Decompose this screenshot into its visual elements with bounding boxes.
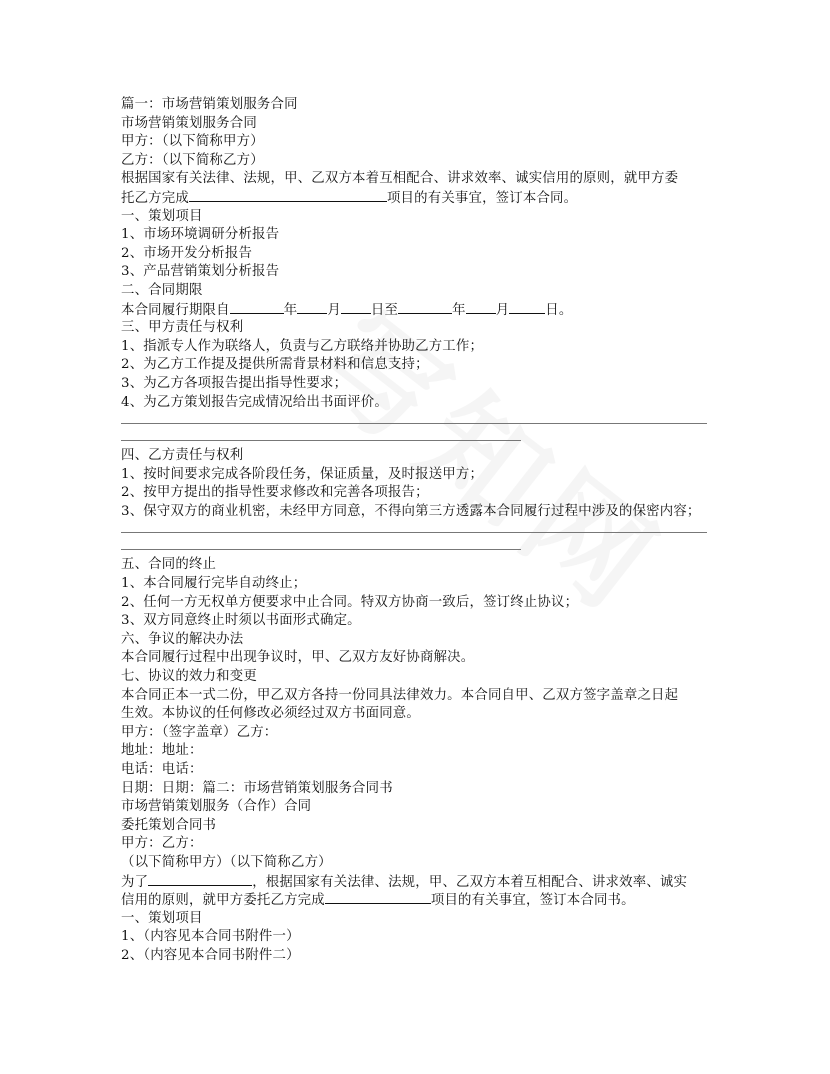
purpose-line-1: 为了 ，根据国家有关法律、法规，甲、乙双方本着互相配合、讲求效率、诚实 — [121, 874, 688, 890]
list-item: 1、本合同履行完毕自动终止； — [121, 576, 307, 592]
list-item: 3、双方同意终止时须以书面形式确定。 — [121, 613, 361, 629]
preamble-line-2: 托乙方完成 项目的有关事宜，签订本合同。 — [121, 190, 578, 206]
term-line: 本合同履行期限自 年 月 日至 年 月 日。 — [121, 302, 573, 318]
list-item: 1、（内容见本合同书附件一） — [121, 929, 300, 945]
start-month-blank[interactable] — [297, 301, 327, 314]
list-item: 2、（内容见本合同书附件二） — [121, 947, 300, 963]
date-line: 日期：日期：篇二：市场营销策划服务合同书 — [121, 780, 393, 796]
clause-heading: 五、合同的终止 — [121, 557, 217, 573]
paragraph-line: 生效。本协议的任何修改必须经过双方书面同意。 — [121, 706, 420, 722]
list-item: 2、任何一方无权单方便要求中止合同。特双方协商一致后，签订终止协议； — [121, 594, 579, 610]
start-day-blank[interactable] — [341, 301, 371, 314]
contract-title: 市场营销策划服务合同 — [121, 115, 257, 131]
clause-heading: 二、合同期限 — [121, 282, 203, 298]
purpose-line-2: 信用的原则，就甲方委托乙方完成 项目的有关事宜，签订本合同书。 — [121, 893, 635, 909]
purpose-blank[interactable] — [148, 873, 252, 886]
document-page — [121, 96, 707, 966]
project-blank[interactable] — [189, 189, 387, 202]
clause-heading: 四、乙方责任与权利 — [121, 448, 244, 464]
list-item: 1、按时间要求完成各阶段任务，保证质量，及时报送甲方； — [121, 466, 484, 482]
signature-line: 甲方：（签字盖章）乙方： — [121, 724, 278, 740]
clause-heading: 一、策划项目 — [121, 208, 203, 224]
end-day-blank[interactable] — [509, 301, 545, 314]
project-blank-2[interactable] — [325, 891, 431, 904]
paragraph-line: 本合同正本一式二份，甲乙双方各持一份同具法律效力。本合同自甲、乙双方签字盖章之日起 — [121, 687, 679, 703]
list-item: 4、为乙方策划报告完成情况给出书面评价。 — [121, 394, 388, 410]
divider — [121, 440, 521, 441]
list-item: 3、产品营销策划分析报告 — [121, 264, 280, 280]
list-item: 1、指派专人作为联络人，负责与乙方联络并协助乙方工作； — [121, 338, 484, 354]
clause-heading: 七、协议的效力和变更 — [121, 669, 257, 685]
party-b-line: 乙方：（以下简称乙方） — [121, 152, 264, 168]
list-item: 3、为乙方各项报告提出指导性要求； — [121, 375, 348, 391]
list-item: 2、为乙方工作提及提供所需背景材料和信息支持； — [121, 357, 429, 373]
phone-line: 电话：电话： — [121, 762, 203, 777]
contract-subtitle: 委托策划合同书 — [121, 817, 217, 833]
clause-heading: 一、策划项目 — [121, 910, 203, 926]
address-line: 地址：地址： — [121, 743, 203, 759]
paragraph-line: 本合同履行过程中出现争议时，甲、乙双方友好协商解决。 — [121, 650, 475, 666]
contract-title: 市场营销策划服务（合作）合同 — [121, 799, 312, 815]
divider — [121, 532, 707, 533]
preamble-line-1: 根据国家有关法律、法规，甲、乙双方本着互相配合、讲求效率、诚实信用的原则，就甲方委 — [121, 171, 679, 187]
end-month-blank[interactable] — [466, 301, 496, 314]
parties-abbrev-line: （以下简称甲方）（以下简称乙方） — [121, 854, 332, 870]
divider — [121, 423, 707, 424]
clause-heading: 六、争议的解决办法 — [121, 631, 244, 647]
divider — [121, 549, 521, 550]
list-item: 3、保守双方的商业机密，未经甲方同意，不得向第三方透露本合同履行过程中涉及的保密内容； — [121, 503, 701, 519]
parties-line: 甲方：乙方： — [121, 836, 203, 852]
start-year-blank[interactable] — [230, 301, 284, 314]
party-a-line: 甲方：（以下简称甲方） — [121, 134, 264, 150]
list-item: 1、市场环境调研分析报告 — [121, 227, 280, 243]
section-heading-1: 篇一：市场营销策划服务合同 — [121, 97, 298, 112]
clause-heading: 三、甲方责任与权利 — [121, 320, 244, 336]
list-item: 2、市场开发分析报告 — [121, 245, 253, 261]
end-year-blank[interactable] — [398, 301, 452, 314]
list-item: 2、按甲方提出的指导性要求修改和完善各项报告； — [121, 485, 429, 501]
